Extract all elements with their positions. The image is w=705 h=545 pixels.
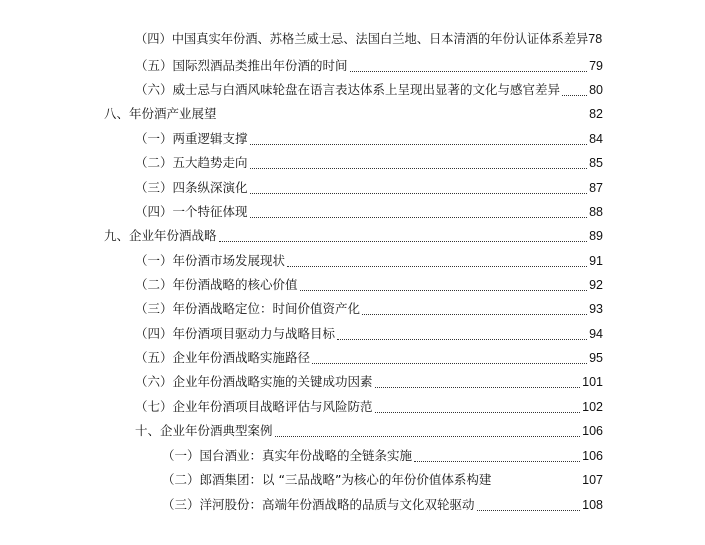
toc-entry-title: 九、企业年份酒战略 bbox=[104, 228, 217, 243]
dot-leader bbox=[337, 338, 587, 340]
toc-entry-title: （三）洋河股份：高端年份酒战略的品质与文化双轮驱动 bbox=[162, 497, 475, 512]
toc-entry[interactable] bbox=[162, 494, 603, 516]
toc-entry-title: （五）企业年份酒战略实施路径 bbox=[135, 350, 311, 365]
toc-entry-page: 94 bbox=[589, 327, 603, 341]
dot-leader bbox=[250, 167, 588, 169]
toc-entry-title: （一）年份酒市场发展现状 bbox=[135, 253, 286, 268]
toc-entry-page: 84 bbox=[589, 132, 603, 146]
dot-leader bbox=[414, 460, 580, 462]
dot-leader bbox=[250, 192, 588, 194]
toc-entry[interactable] bbox=[135, 396, 603, 418]
toc-entry[interactable] bbox=[135, 28, 615, 50]
toc-entry-title: （七）企业年份酒项目战略评估与风险防范 bbox=[135, 399, 373, 414]
toc-entry[interactable] bbox=[135, 298, 603, 320]
toc-entry[interactable] bbox=[135, 201, 603, 223]
toc-entry-page: 95 bbox=[589, 351, 603, 365]
dot-leader bbox=[275, 435, 581, 437]
toc-entry[interactable] bbox=[135, 274, 603, 296]
toc-entry-page: 87 bbox=[589, 181, 603, 195]
toc-entry-page: 101 bbox=[582, 375, 603, 389]
dot-leader bbox=[562, 94, 587, 96]
dot-leader bbox=[362, 313, 587, 315]
toc-entry-title: （三）四条纵深演化 bbox=[135, 180, 248, 195]
toc-entry-title: 十、企业年份酒典型案例 bbox=[135, 423, 273, 438]
toc-entry-title: （二）年份酒战略的核心价值 bbox=[135, 277, 298, 292]
toc-entry-page: 106 bbox=[582, 449, 603, 463]
toc-entry[interactable] bbox=[135, 152, 603, 174]
toc-entry-page: 89 bbox=[589, 229, 603, 243]
toc-entry[interactable] bbox=[135, 420, 603, 442]
toc-entry-page: 91 bbox=[589, 254, 603, 268]
toc-entry-page: 82 bbox=[589, 107, 603, 121]
toc-entry-page: 107 bbox=[582, 473, 603, 487]
toc-entry[interactable] bbox=[135, 79, 603, 101]
toc-entry-page: 92 bbox=[589, 278, 603, 292]
toc-entry-title: （四）一个特征体现 bbox=[135, 204, 248, 219]
toc-entry-title: （五）国际烈酒品类推出年份酒的时间 bbox=[135, 58, 348, 73]
toc-entry-page: 93 bbox=[589, 302, 603, 316]
toc-entry[interactable] bbox=[104, 103, 603, 125]
toc-entry-title: （二）五大趋势走向 bbox=[135, 155, 248, 170]
toc-entry-page: 85 bbox=[589, 156, 603, 170]
dot-leader bbox=[350, 70, 588, 72]
toc-entry[interactable] bbox=[135, 371, 603, 393]
toc-entry[interactable] bbox=[135, 347, 603, 369]
toc-entry[interactable] bbox=[162, 445, 603, 467]
toc-entry[interactable] bbox=[162, 469, 603, 491]
dot-leader bbox=[375, 411, 581, 413]
toc-entry[interactable] bbox=[135, 323, 603, 345]
toc-entry-title: （四）年份酒项目驱动力与战略目标 bbox=[135, 326, 336, 341]
toc-entry-title: 八、年份酒产业展望 bbox=[104, 106, 217, 121]
toc-entry-title: （一）两重逻辑支撑 bbox=[135, 131, 248, 146]
dot-leader bbox=[219, 240, 588, 242]
toc-entry-page: 88 bbox=[589, 205, 603, 219]
toc-entry-page: 106 bbox=[582, 424, 603, 438]
dot-leader bbox=[250, 143, 588, 145]
toc-entry-title: （一）国台酒业：真实年份战略的全链条实施 bbox=[162, 448, 413, 463]
toc-entry[interactable] bbox=[104, 225, 603, 247]
dot-leader bbox=[477, 509, 581, 511]
toc-entry-title: （六）企业年份酒战略实施的关键成功因素 bbox=[135, 374, 373, 389]
toc-entry-title: （三）年份酒战略定位：时间价值资产化 bbox=[135, 301, 361, 316]
toc-entry[interactable] bbox=[135, 55, 603, 77]
toc-entry[interactable] bbox=[135, 128, 603, 150]
toc-entry-title: （四）中国真实年份酒、苏格兰威士忌、法国白兰地、日本清酒的年份认证体系差异 bbox=[135, 32, 589, 46]
dot-leader bbox=[287, 265, 587, 267]
dot-leader bbox=[312, 362, 587, 364]
toc-entry-page: 108 bbox=[582, 498, 603, 512]
toc-entry-title: （二）郎酒集团：以 “三品战略”为核心的年份价值体系构建 bbox=[162, 472, 492, 487]
toc-entry-page: 102 bbox=[582, 400, 603, 414]
toc-entry[interactable] bbox=[135, 250, 603, 272]
toc-entry-title: （六）威士忌与白酒风味轮盘在语言表达体系上呈现出显著的文化与感官差异 bbox=[135, 82, 561, 97]
dot-leader bbox=[300, 289, 588, 291]
toc-entry-page: 78 bbox=[588, 32, 603, 46]
toc-entry-page: 80 bbox=[589, 83, 603, 97]
dot-leader bbox=[250, 216, 588, 218]
toc-entry-page: 79 bbox=[589, 59, 603, 73]
toc-entry[interactable] bbox=[135, 177, 603, 199]
dot-leader bbox=[375, 386, 581, 388]
